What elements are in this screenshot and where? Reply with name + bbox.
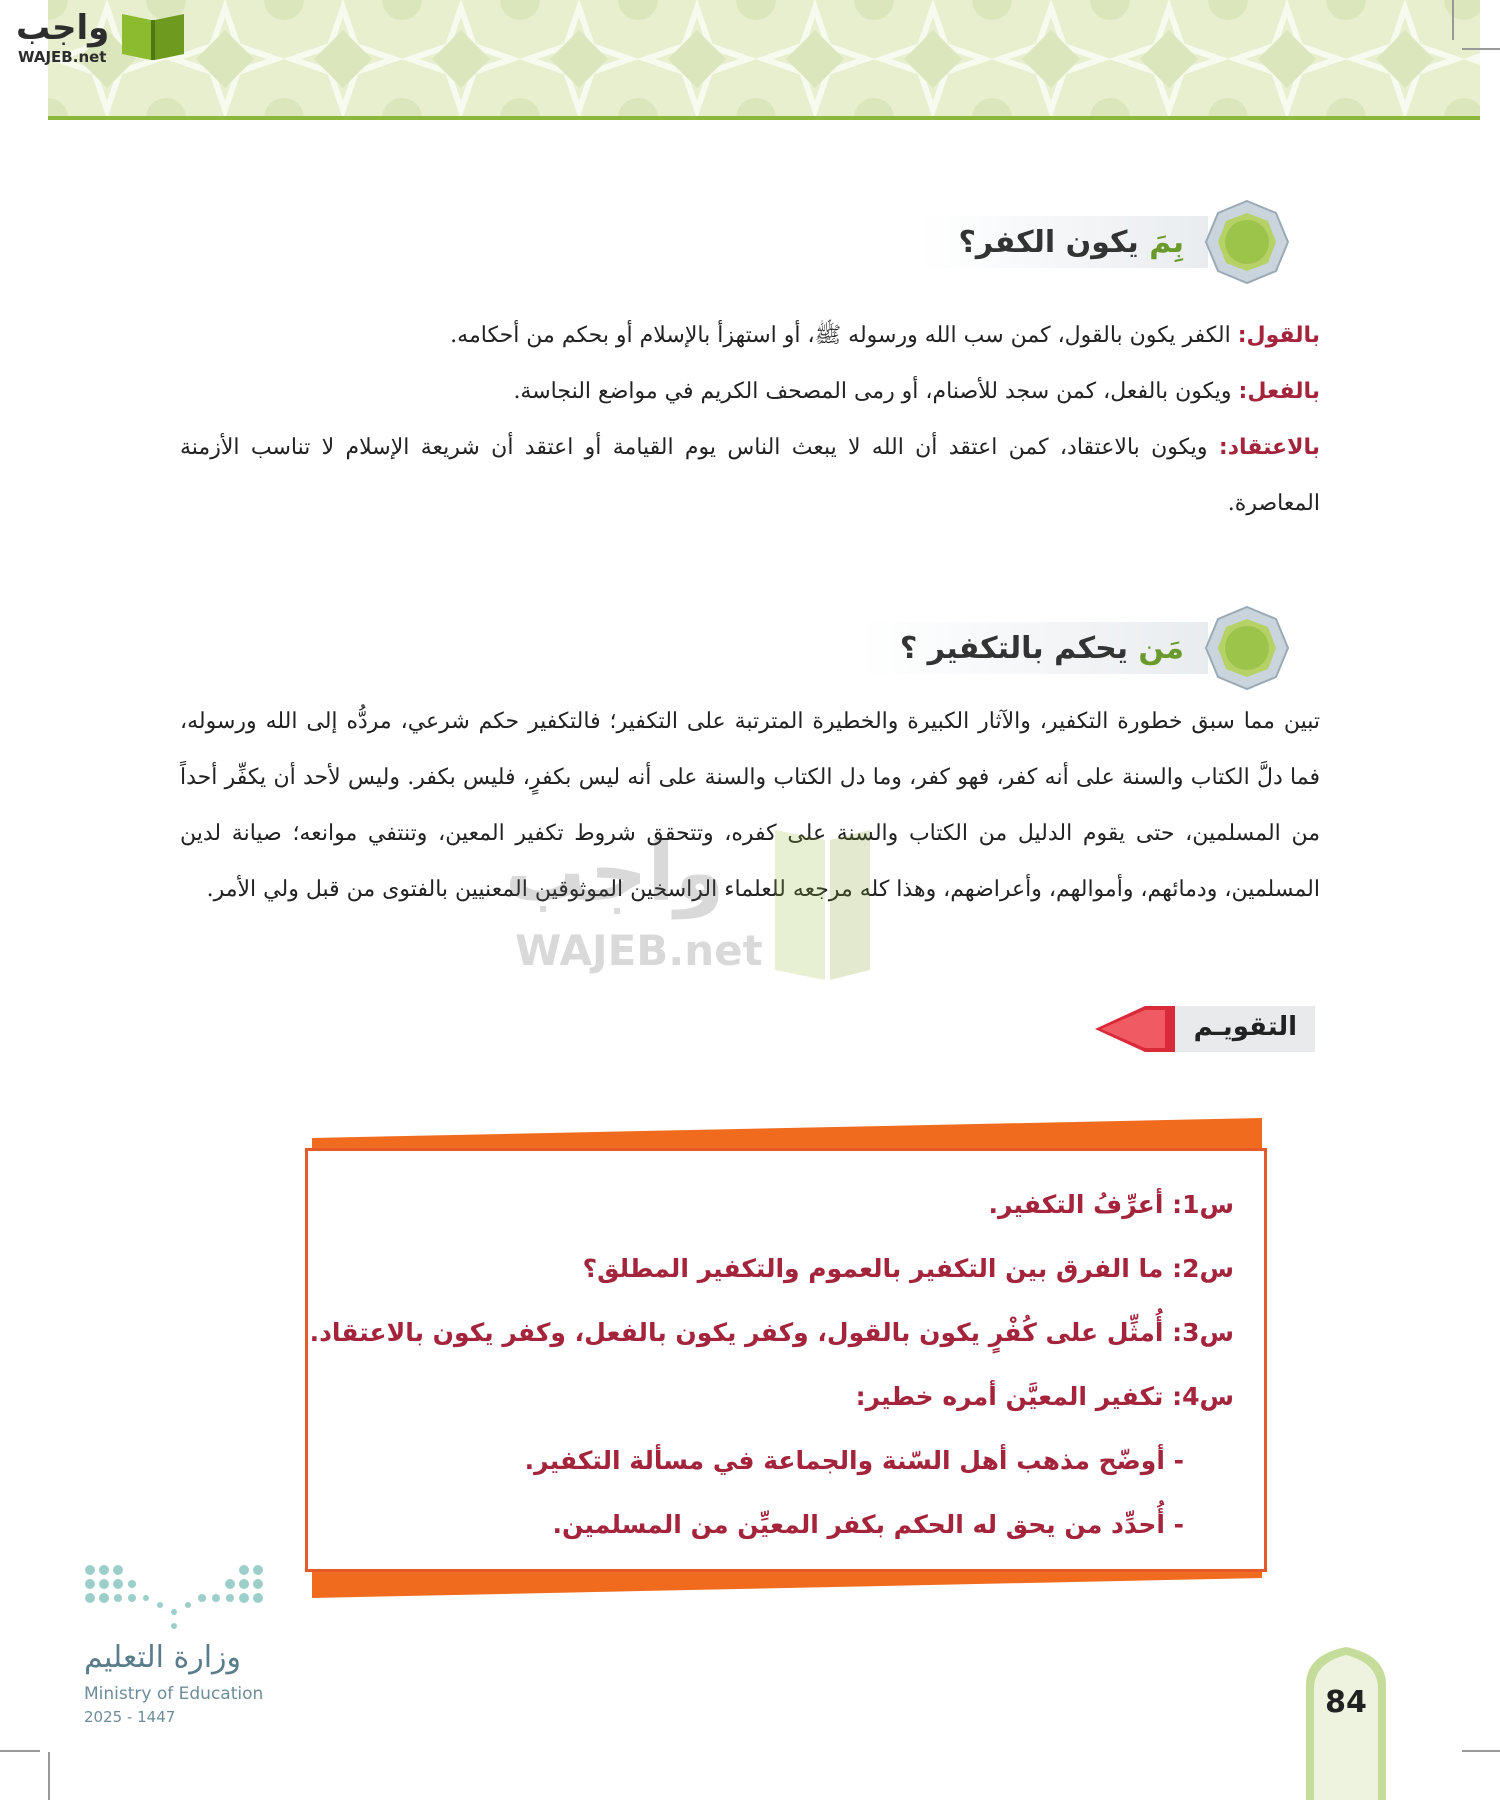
question-2: س2: ما الفرق بين التكفير بالعموم والتكفير المطلق؟ [582, 1254, 1234, 1283]
evaluation-tag [1095, 1004, 1315, 1054]
ministry-name-en: Ministry of Education [84, 1684, 264, 1704]
section-title [959, 225, 1184, 260]
geometric-pattern [48, 0, 1480, 118]
question-1: س1: أعرِّفُ التكفير. [988, 1190, 1234, 1219]
logo-name: واجب [16, 8, 110, 48]
page-number-tab [1300, 1645, 1392, 1800]
title-prefix: بِمَ [1149, 224, 1184, 260]
item-label: بالفعل: [1238, 379, 1320, 404]
octagon-badge-icon [1204, 605, 1290, 691]
evaluation-title: التقويـم [1193, 1012, 1297, 1042]
page-tab-shape-icon [1300, 1645, 1392, 1800]
kufr-by-action [180, 364, 1320, 420]
question-3: س3: أُمثِّل على كُفْرٍ يكون بالقول، وكفر يكون بالفعل، وكفر يكون بالاعتقاد. [309, 1318, 1234, 1347]
item-text: ويكون بالاعتقاد، كمن اعتقد أن الله لا يبعث الناس يوم القيامة أو اعتقد أن شريعة الإسلام لا تناسب الأزمنة المعاصرة. [180, 435, 1320, 516]
question-4a: - أوضّح مذهب أهل السّنة والجماعة في مسألة التكفير. [524, 1446, 1184, 1475]
section-title [900, 631, 1184, 666]
title-prefix: مَن [1138, 630, 1184, 666]
book-icon [118, 6, 188, 62]
section-header-takfir [860, 613, 1290, 683]
octagon-badge-icon [1204, 199, 1290, 285]
title-rest: يحكم بالتكفير ؟ [899, 630, 1128, 666]
questions-box [305, 1148, 1267, 1572]
kufr-types-list [180, 308, 1320, 532]
item-label: بالقول: [1237, 323, 1320, 348]
section-title-bar [919, 216, 1208, 268]
questions-list [309, 1173, 1234, 1557]
takfir-paragraph: تبين مما سبق خطورة التكفير، والآثار الكبيرة والخطيرة المترتبة على التكفير؛ فالتكفير حكم شرعي، مردُّه إلى الله ورسوله، فما دلَّ الكتاب والسنة على أنه كفر، فهو كفر، وما دل الكتاب والسنة على أنه ليس بكفرٍ، فليس بكفر. وليس لأحد أن يكفِّر أحداً من المسلمين، حتى يقوم الدليل من الكتاب والسنة على كفره، وتتحقق شروط تكفير المعين، وتنتفي موانعه؛ صيانة لدين المسلمين، ودمائهم، وأموالهم، وأعراضهم، وهذا كله مرجعه للعلماء الراسخين الموثوقين المعنيين بالفتوى من قبل ولي الأمر. [180, 709, 1320, 902]
wajeb-watermark [505, 800, 875, 990]
logo-domain: WAJEB.net [18, 48, 107, 66]
page-number: 84 [1325, 1685, 1367, 1720]
svg-text:WAJEB.net: WAJEB.net [515, 926, 763, 975]
crop-mark [48, 1752, 50, 1800]
crop-mark [1462, 48, 1500, 50]
title-rest: يكون الكفر؟ [958, 224, 1139, 260]
ministry-name-ar: وزارة التعليم [84, 1640, 242, 1675]
item-text: الكفر يكون بالقول، كمن سب الله ورسوله ﷺ، أو استهزأ بالإسلام أو بحكم من أحكامه. [450, 323, 1231, 348]
svg-text:واجب: واجب [505, 826, 725, 919]
crop-mark [0, 1750, 40, 1752]
question-4b: - أُحدِّد من يحق له الحكم بكفر المعيِّن من المسلمين. [552, 1510, 1184, 1539]
question-4: س4: تكفير المعيَّن أمره خطير: [855, 1382, 1234, 1411]
item-text: ويكون بالفعل، كمن سجد للأصنام، أو رمى المصحف الكريم في مواضع النجاسة. [513, 379, 1232, 404]
section-header-kufr [919, 207, 1290, 277]
item-label: بالاعتقاد: [1218, 435, 1320, 460]
top-green-line [48, 116, 1480, 120]
section-title-bar [860, 622, 1208, 674]
crop-mark [1452, 0, 1454, 40]
ministry-year: 2025 - 1447 [84, 1708, 176, 1726]
kufr-by-belief [180, 420, 1320, 532]
crop-mark [1462, 1750, 1500, 1752]
wajeb-logo[interactable] [6, 4, 196, 66]
kufr-by-speech [180, 308, 1320, 364]
top-decorative-band [48, 0, 1480, 118]
